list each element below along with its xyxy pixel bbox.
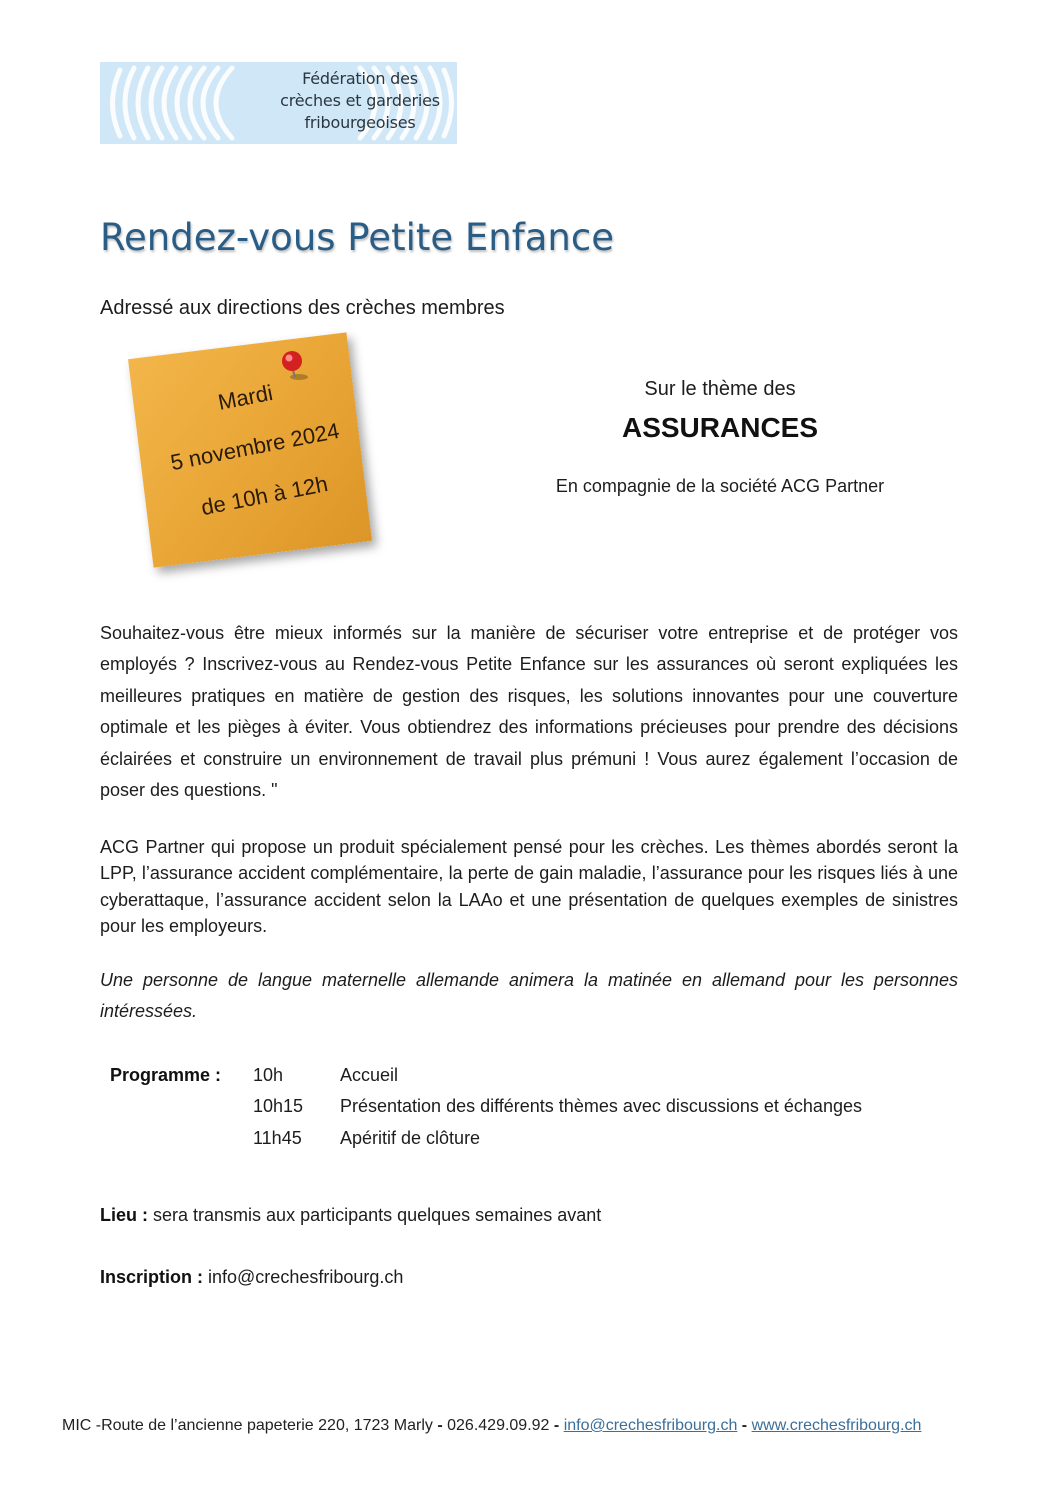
page-subtitle: Adressé aux directions des crèches membres <box>100 297 505 319</box>
programme-time: 10h15 <box>253 1096 304 1116</box>
footer <box>62 1417 921 1435</box>
inscription-email: info@crechesfribourg.ch <box>208 1267 404 1287</box>
footer-separator: - <box>741 1417 748 1434</box>
programme-time: 11h45 <box>253 1128 302 1148</box>
pushpin-icon <box>281 349 311 385</box>
footer-separator: - <box>553 1417 560 1434</box>
logo-text <box>250 68 457 134</box>
theme-name: ASSURANCES <box>621 412 819 443</box>
footer-phone: 026.429.09.92 <box>447 1417 550 1434</box>
programme-time: 10h <box>253 1065 284 1085</box>
programme-desc: Présentation des différents thèmes avec discussions et échanges <box>340 1096 862 1116</box>
page-title: Rendez-vous Petite Enfance <box>100 216 614 259</box>
federation-logo <box>100 62 457 144</box>
logo-line-1: Fédération des <box>302 69 418 88</box>
note-time: de 10h à 12h <box>199 471 330 521</box>
note-date: 5 novembre 2024 <box>168 417 342 476</box>
theme-intro: Sur le thème des <box>644 378 796 400</box>
logo-line-2: crèches et garderies <box>280 91 440 110</box>
inscription-line <box>100 1267 403 1288</box>
footer-separator: - <box>437 1417 443 1434</box>
footer-email-link[interactable]: info@crechesfribourg.ch <box>563 1417 738 1434</box>
lieu-text: sera transmis aux participants quelques semaines avant <box>153 1205 602 1225</box>
programme-desc: Accueil <box>340 1065 399 1085</box>
programme-label: Programme : <box>110 1065 222 1085</box>
acg-paragraph: ACG Partner qui propose un produit spécialement pensé pour les crèches. Les thèmes abordés seront la LPP, l’assurance accident complémentaire, la perte de gain maladie, l’assurance pour les risques liés à une cyberattaque, l’assurance accident selon la LAAo et une présentation de quelques exemples de sinistres pour les employeurs. <box>100 837 958 936</box>
footer-address: MIC -Route de l’ancienne papeterie 220, 1723 Marly <box>62 1417 433 1434</box>
logo-line-3: fribourgeoises <box>304 113 416 132</box>
programme-desc: Apéritif de clôture <box>340 1128 481 1148</box>
lieu-line <box>100 1205 601 1226</box>
language-note: Une personne de langue maternelle allemande animera la matinée en allemand pour les personnes intéressées. <box>100 970 958 1021</box>
note-day: Mardi <box>215 379 275 415</box>
theme-company: En compagnie de la société ACG Partner <box>555 476 885 496</box>
lieu-label: Lieu : <box>100 1205 148 1225</box>
intro-paragraph: Souhaitez-vous être mieux informés sur la manière de sécuriser votre entreprise et de protéger vos employés ? Inscrivez-vous au Rendez-vous Petite Enfance sur les assurances où seront expliquées les meilleures pratiques en matière de gestion des risques, les solutions innovantes pour une couverture optimale et les pièges à éviter. Vous obtiendrez des informations précieuses pour prendre des décisions éclairées et construire un environnement de travail plus prémuni ! Vous aurez également l’occasion de poser des questions. " <box>100 623 958 801</box>
inscription-label: Inscription : <box>100 1267 203 1287</box>
footer-website-link[interactable]: www.crechesfribourg.ch <box>751 1417 922 1434</box>
